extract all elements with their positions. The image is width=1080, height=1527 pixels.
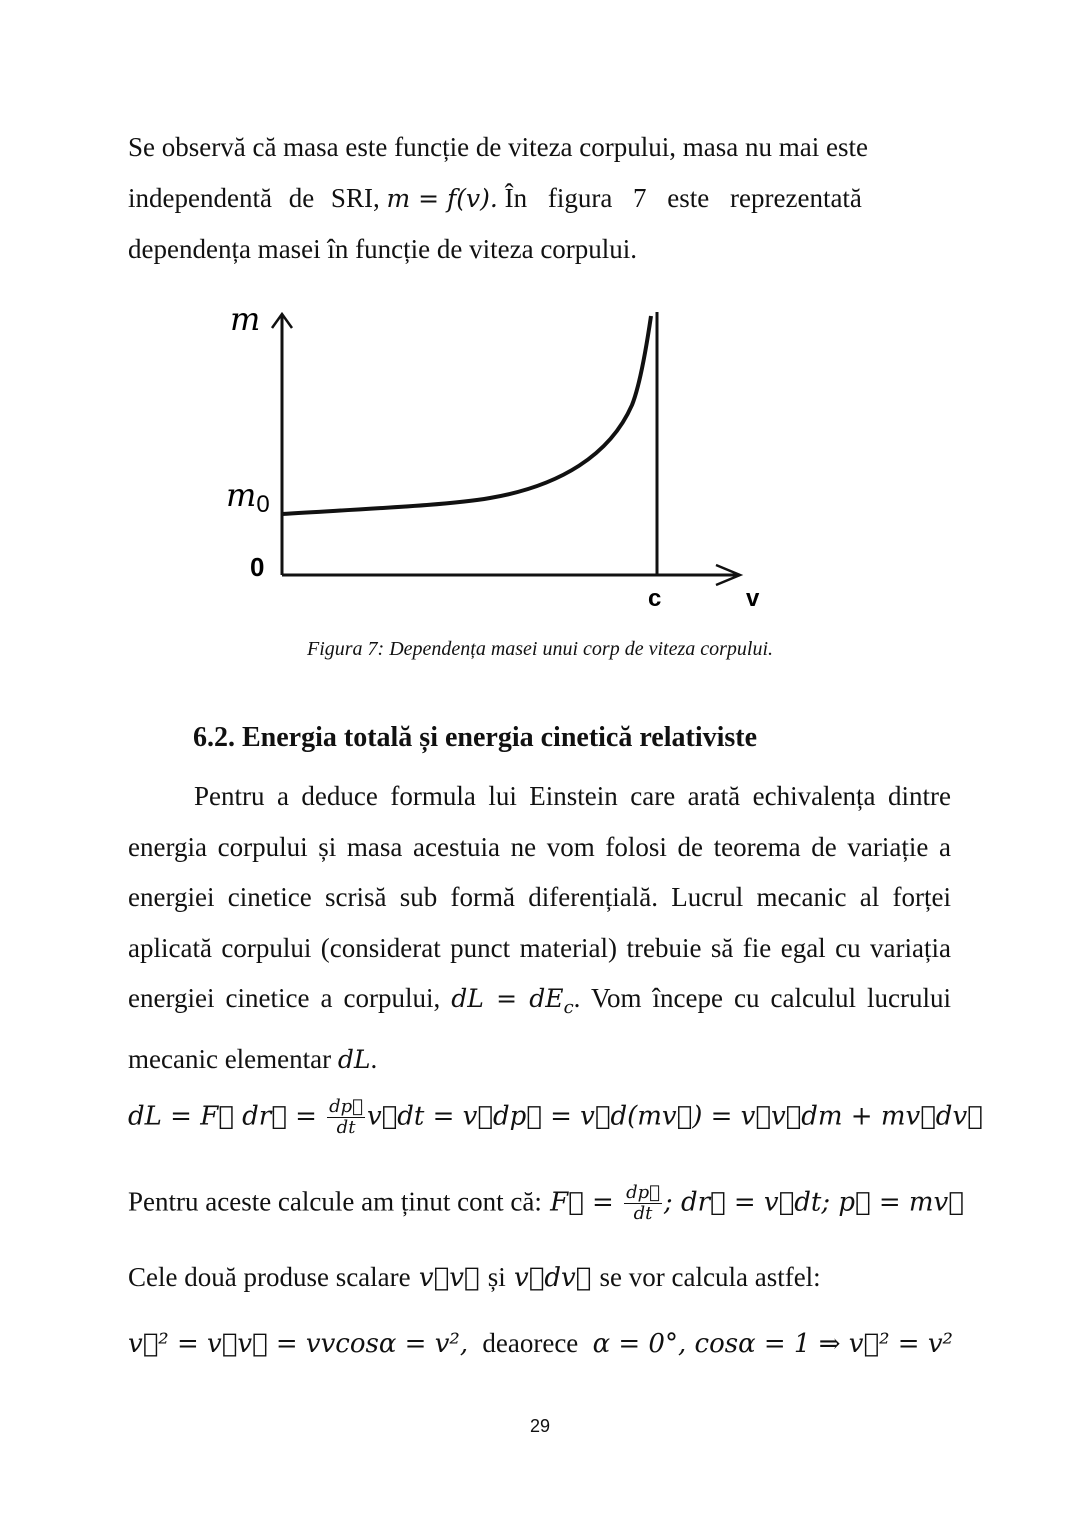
equation-definitions xyxy=(128,1183,964,1224)
eq4-right: α = 0°, cosα = 1 ⇒ v⃗² = v² xyxy=(592,1329,953,1359)
intro-line-2a: independentă de SRI, xyxy=(128,182,380,213)
eq3-text-b: și xyxy=(487,1262,506,1292)
intro-line-2b: În figura 7 este reprezentată xyxy=(504,182,862,213)
mass-velocity-figure xyxy=(0,300,1080,630)
equation-work xyxy=(128,1097,983,1138)
intro-formula: m = f(v). xyxy=(386,183,498,213)
section-text-end: . xyxy=(370,1043,378,1074)
eq3-text-c: se vor calcula astfel: xyxy=(599,1262,821,1292)
eq4-left: v⃗² = v⃗v⃗ = vvcosα = v², xyxy=(128,1329,469,1359)
eq2-left: F⃗ = xyxy=(550,1187,614,1218)
work-energy-formula: dL = $dE_c$ xyxy=(451,984,574,1018)
eq2-fraction: $\frac{dp⃗}{dt}$ xyxy=(626,1182,660,1224)
section-text-cont: . Vom începe cu calculul lucrului mecanic elementar xyxy=(128,983,952,1074)
eq2-text: Pentru aceste calcule am ținut cont că: xyxy=(128,1186,542,1217)
m0-label: m0 xyxy=(226,476,270,518)
scalar-products-line xyxy=(128,1262,821,1293)
eq1-left: dL = F⃗ dr⃗ = xyxy=(128,1101,317,1132)
figure-caption: Figura 7: Dependența masei unui corp de viteza corpului. xyxy=(306,638,774,660)
section-text: Pentru a deduce formula lui Einstein care arată echivalența dintre energia corpului și masa acestuia ne vom folosi de teorema de variație a energiei cinetice scrisă sub formă diferențială. Lucrul mecanic al forței aplicată corpului (considerat punct material) trebuie să fie egal cu variația energiei cinetice a corpului, xyxy=(128,781,951,1013)
intro-line-1: Se observă că masa este funcție de viteza corpului, masa nu mai este xyxy=(128,132,868,162)
eq1-fraction: $\frac{dp⃗}{dt}$ xyxy=(329,1096,363,1138)
eq1-right: v⃗dt = v⃗dp⃗ = v⃗d(mv⃗) = v⃗v⃗dm + mv⃗dv⃗ xyxy=(366,1101,983,1132)
intro-paragraph xyxy=(128,122,951,275)
intro-line-3: dependența masei în funcție de viteza corpului. xyxy=(128,234,638,264)
x-axis-label: v xyxy=(746,585,760,612)
y-axis-label: m xyxy=(230,300,261,338)
c-tick-label: c xyxy=(648,585,662,612)
eq4-text: deaorece xyxy=(482,1328,579,1358)
eq3-text-a: Cele două produse scalare xyxy=(128,1262,411,1292)
section-paragraph xyxy=(128,771,951,1085)
mass-curve xyxy=(282,316,651,514)
eq3-math-1: v⃗v⃗ xyxy=(418,1263,480,1293)
equation-v-squared xyxy=(128,1328,953,1359)
section-heading: 6.2. Energia totală și energia cinetică relativiste xyxy=(193,722,758,753)
eq2-right: ; dr⃗ = v⃗dt; p⃗ = mv⃗ xyxy=(663,1187,964,1218)
eq3-math-2: v⃗dv⃗ xyxy=(514,1263,592,1293)
origin-label: 0 xyxy=(250,552,265,582)
page-number: 29 xyxy=(529,1416,551,1436)
dl-symbol: dL xyxy=(337,1044,371,1074)
